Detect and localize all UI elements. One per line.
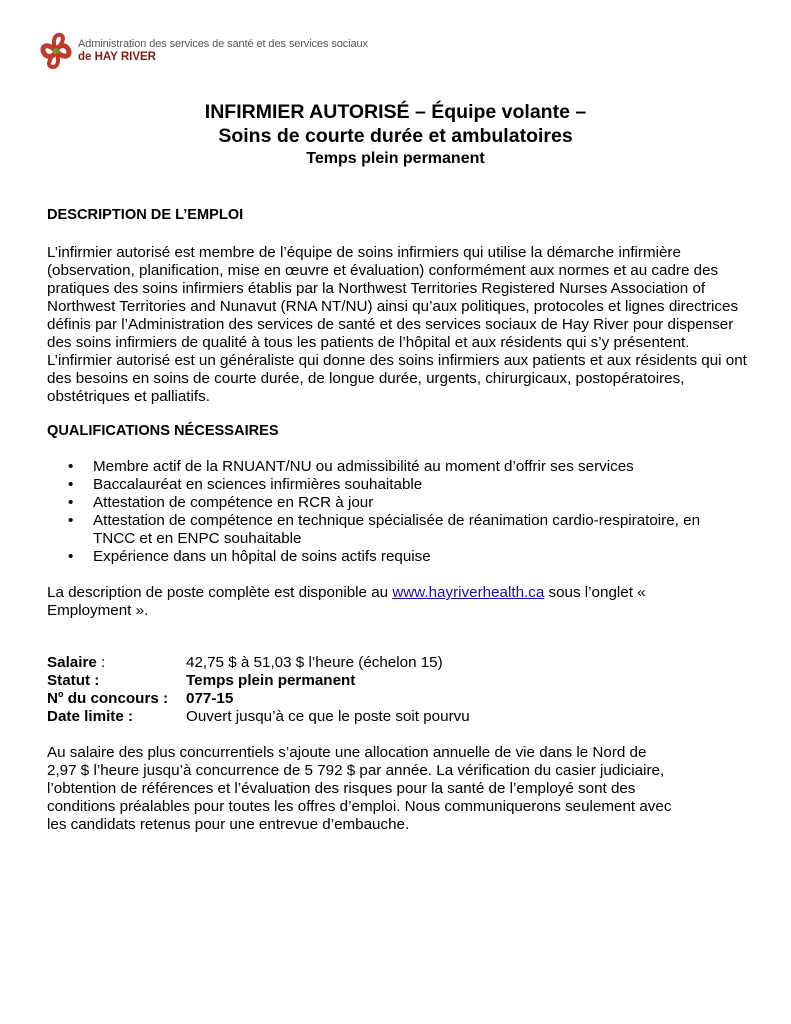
table-row <box>47 708 470 726</box>
qualifications-list <box>47 458 747 566</box>
job-subtitle: Soins de courte durée et ambulatoires <box>218 125 573 147</box>
competition-label-n: N <box>47 690 58 707</box>
salary-label: Salaire <box>47 654 97 671</box>
competition-number: 077-15 <box>186 690 234 707</box>
list-item: • Expérience dans un hôpital de soins actifs requise <box>47 548 747 566</box>
organization-logo-icon <box>38 32 74 70</box>
job-posting-content <box>47 206 747 834</box>
status-label: Statut : <box>47 672 100 689</box>
status-value: Temps plein permanent <box>186 672 356 689</box>
qualifications-heading: QUALIFICATIONS NÉCESSAIRES <box>47 423 279 439</box>
organization-location: de HAY RIVER <box>78 50 156 63</box>
salary-value: 42,75 $ à 51,03 $ l’heure (échelon 15) <box>186 654 443 671</box>
availability-text <box>47 584 667 620</box>
table-row <box>47 654 470 672</box>
job-employment-type: Temps plein permanent <box>306 150 485 167</box>
list-item: • Attestation de compétence en RCR à jour <box>47 494 747 512</box>
job-title: INFIRMIER AUTORISÉ – Équipe volante – <box>204 101 587 123</box>
footer-text: Au salaire des plus concurrentiels s’ajoute une allocation annuelle de vie dans le Nord de 2,97 $ l’heure jusqu’à concurrence de 5 792 $ par année. La vérification du casier judiciaire, l’obtention de références et l’évaluation des risques pour la santé de l’employé sont des conditions préalables pour toutes les offres d’emploi. Nous communiquerons seulement avec les candidats retenus pour une entrevue d’embauche. <box>47 744 672 833</box>
description-text: L’infirmier autorisé est membre de l’équipe de soins infirmiers qui utilise la démarche infirmière (observation, planification, mise en œuvre et évaluation) conformément aux normes et au cadre des pratiques des soins infirmiers établis par la Northwest Territories Registered Nurses Association of Northwest Territories and Nunavut (RNA NT/NU) ainsi qu’aux politiques, protocoles et lignes directrices définis par l’Administration des services de santé et des services sociaux de Hay River pour dispenser des soins infirmiers de qualité à tous les patients de l’hôpital et aux résidents qui s’y présentent. L’infirmier autorisé est un généraliste qui donne des soins infirmiers aux patients et aux résidents qui ont des besoins en soins de courte durée, de longue durée, urgents, chirurgicaux, postopératoires, obstétriques et palliatifs. <box>47 244 747 405</box>
list-item: • Membre actif de la RNUANT/NU ou admissibilité au moment d’offrir ses services <box>47 458 747 476</box>
organization-header <box>38 32 368 70</box>
salary-separator: : <box>96 654 106 671</box>
competition-label-rest: du concours : <box>63 690 169 707</box>
competition-label-superscript: o <box>57 688 64 699</box>
competition-label <box>47 690 186 708</box>
description-heading: DESCRIPTION DE L’EMPLOI <box>47 207 244 223</box>
availability-intro: La description de poste complète est disponible au <box>47 584 393 601</box>
list-item: • Attestation de compétence en technique spécialisée de réanimation cardio-respiratoire, en TNCC et en ENPC souhaitable <box>47 512 747 548</box>
table-row <box>47 672 470 690</box>
website-link[interactable]: www.hayriverhealth.ca <box>392 584 545 601</box>
deadline-value: Ouvert jusqu’à ce que le poste soit pourvu <box>186 708 470 725</box>
deadline-label: Date limite : <box>47 708 134 725</box>
availability-outro: sous l’onglet « Employment ». <box>47 584 646 619</box>
organization-name: Administration des services de santé et des services sociaux <box>78 37 368 50</box>
job-info-table <box>47 654 470 726</box>
job-title-block <box>0 100 791 170</box>
table-row <box>47 690 470 708</box>
list-item: • Baccalauréat en sciences infirmières souhaitable <box>47 476 747 494</box>
